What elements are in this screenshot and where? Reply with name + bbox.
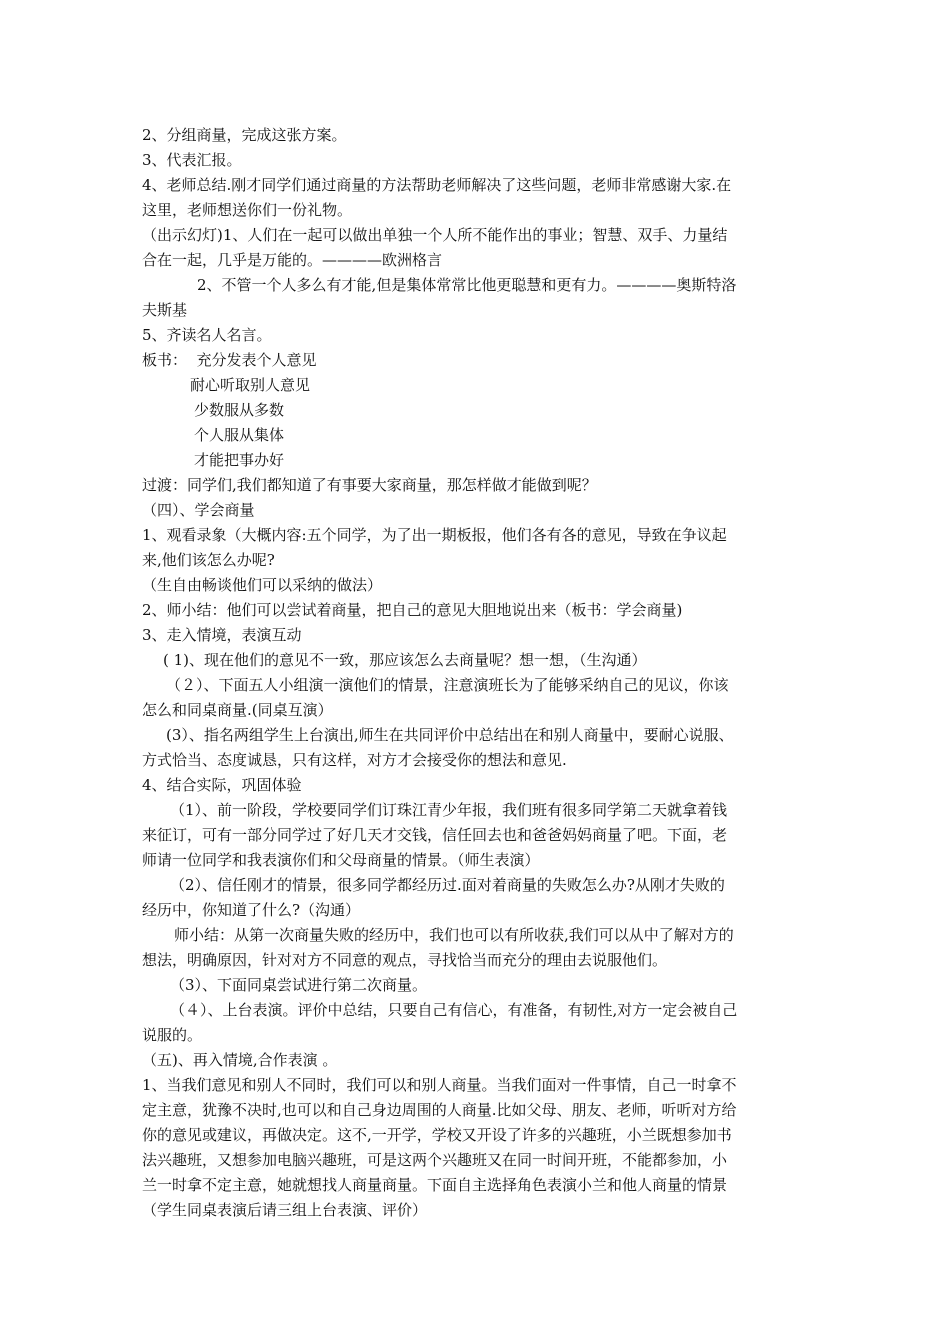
text-line: 想法，明确原因，针对对方不同意的观点，寻找恰当而充分的理由去说服他们。 <box>142 951 668 969</box>
text-line: （生自由畅谈他们可以采纳的做法） <box>142 576 383 594</box>
text-line: 合在一起，几乎是万能的。————欧洲格言 <box>142 251 443 269</box>
board-heading: 板书： 充分发表个人意见 <box>142 351 317 369</box>
text-line: 1、观看录象（大概内容:五个同学，为了出一期板报，他们各有各的意见，导致在争议起 <box>142 526 727 544</box>
text-line: 过渡：同学们,我们都知道了有事要大家商量，那怎样做才能做到呢？ <box>142 476 597 494</box>
text-line: 2、不管一个人多么有才能,但是集体常常比他更聪慧和更有力。————奥斯特洛 <box>197 276 737 294</box>
text-line: （出示幻灯)1、人们在一起可以做出单独一个人所不能作出的事业；智慧、双手、力量结 <box>142 226 728 244</box>
text-line: 5、齐读名人名言。 <box>142 326 272 344</box>
text-line: 来征订，可有一部分同学过了好几天才交钱，信任回去也和爸爸妈妈商量了吧。下面，老 <box>142 826 728 844</box>
text-line: 夫斯基 <box>142 301 188 319</box>
text-line: （学生同桌表演后请三组上台表演、评价） <box>142 1201 428 1219</box>
text-line: 2、师小结：他们可以尝试着商量，把自己的意见大胆地说出来（板书：学会商量) <box>142 601 683 619</box>
text-line: 师请一位同学和我表演你们和父母商量的情景。（师生表演） <box>142 851 540 869</box>
text-line: 你的意见或建议，再做决定。这不,一开学，学校又开设了许多的兴趣班，小兰既想参加书 <box>142 1126 732 1144</box>
board-line: 少数服从多数 <box>194 401 285 419</box>
text-line: 来,他们该怎么办呢? <box>142 551 275 569</box>
text-line: 说服的。 <box>142 1026 203 1044</box>
board-line: 才能把事办好 <box>194 451 285 469</box>
text-line: 2、分组商量，完成这张方案。 <box>142 126 347 144</box>
text-line: （3）、下面同桌尝试进行第二次商量。 <box>170 976 428 994</box>
section-heading: （四）、学会商量 <box>142 501 255 519</box>
text-line: 经历中，你知道了什么?（沟通） <box>142 901 361 919</box>
text-line: （４）、上台表演。评价中总结，只要自己有信心，有准备，有韧性,对方一定会被自己 <box>170 1001 738 1019</box>
text-line: （2）、信任刚才的情景，很多同学都经历过.面对着商量的失败怎么办?从刚才失败的 <box>170 876 725 894</box>
board-line: 个人服从集体 <box>194 426 285 444</box>
text-line: 定主意，犹豫不决时,也可以和自己身边周围的人商量.比如父母、朋友、老师，听听对方给 <box>142 1101 737 1119</box>
text-line: 怎么和同桌商量.(同桌互演） <box>142 701 333 719</box>
text-line: 兰一时拿不定主意，她就想找人商量商量。下面自主选择角色表演小兰和他人商量的情景 <box>142 1176 728 1194</box>
text-line: ( 1)、现在他们的意见不一致，那应该怎么去商量呢？想一想，（生沟通） <box>163 651 647 669</box>
text-line: 4、结合实际，巩固体验 <box>142 776 302 794</box>
board-line: 耐心听取别人意见 <box>190 376 311 394</box>
text-line: 3、代表汇报。 <box>142 151 242 169</box>
text-line: 法兴趣班，又想参加电脑兴趣班，可是这两个兴趣班又在同一时间开班，不能都参加，小 <box>142 1151 728 1169</box>
text-line: 方式恰当、态度诚恳，只有这样，对方才会接受你的想法和意见. <box>142 751 567 769</box>
text-line: （２）、下面五人小组演一演他们的情景，注意演班长为了能够采纳自己的见议，你该 <box>166 676 729 694</box>
section-heading: （五)、再入情境,合作表演 。 <box>142 1051 338 1069</box>
text-line: 4、老师总结.刚才同学们通过商量的方法帮助老师解决了这些问题，老师非常感谢大家.在 <box>142 176 732 194</box>
text-line: 1、当我们意见和别人不同时，我们可以和别人商量。当我们面对一件事情，自己一时拿不 <box>142 1076 737 1094</box>
text-line: （1）、前一阶段，学校要同学们订珠江青少年报，我们班有很多同学第二天就拿着钱 <box>170 801 728 819</box>
text-line: 这里，老师想送你们一份礼物。 <box>142 201 353 219</box>
text-line: (3）、指名两组学生上台演出,师生在共同评价中总结出在和别人商量中，要耐心说服、 <box>166 726 734 744</box>
text-line: 师小结：从第一次商量失败的经历中，我们也可以有所收获,我们可以从中了解对方的 <box>174 926 734 944</box>
text-line: 3、走入情境，表演互动 <box>142 626 302 644</box>
